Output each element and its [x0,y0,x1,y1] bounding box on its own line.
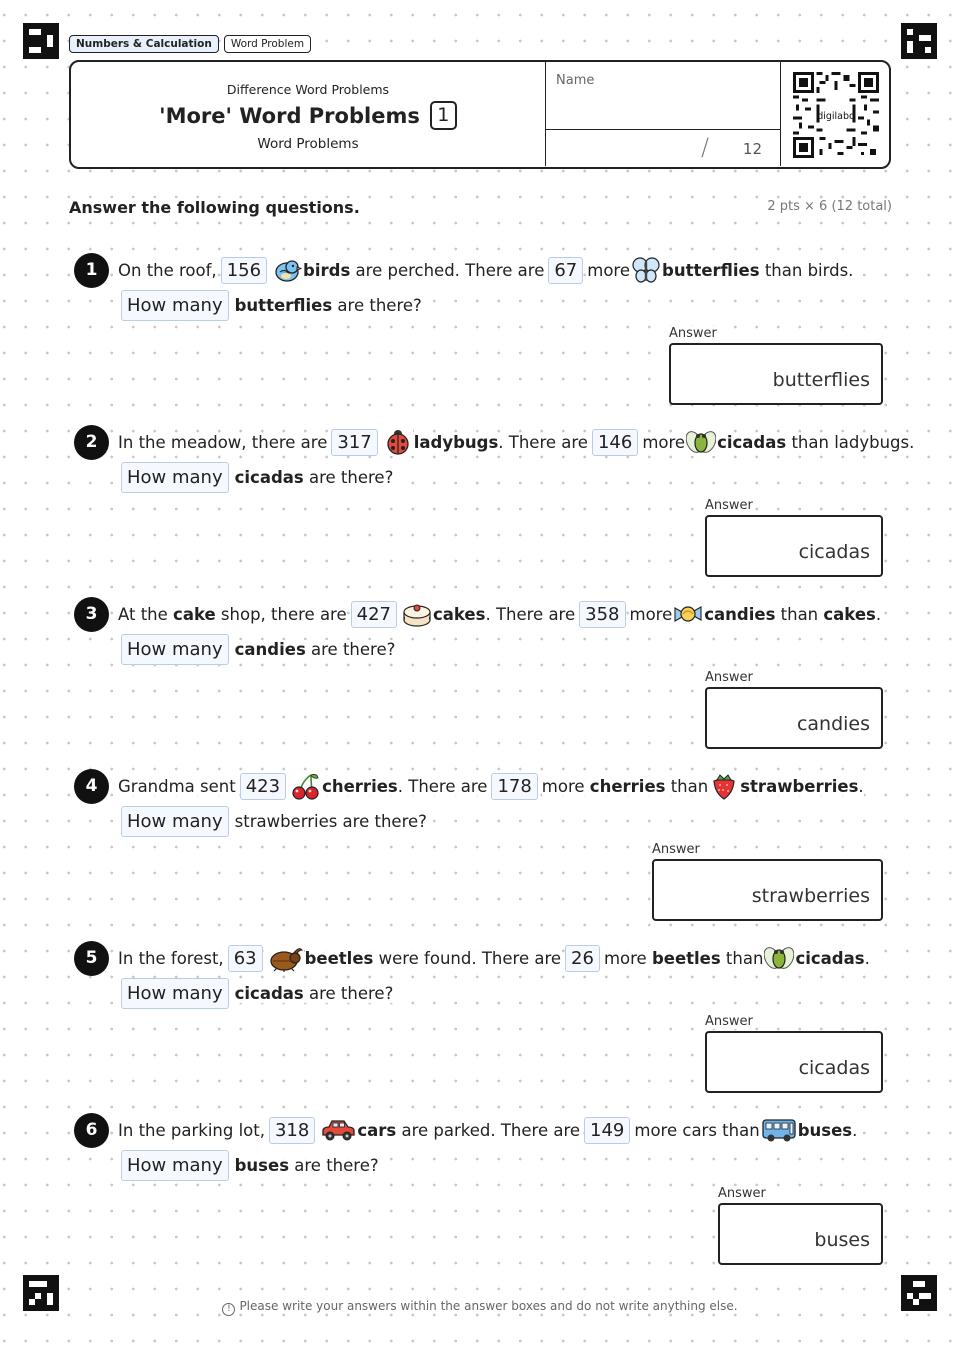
keyword-text: cicadas [717,432,787,452]
answer-box[interactable] [652,859,883,921]
cicada-icon [686,428,716,456]
question-line-2 [121,633,395,665]
score-total: 12 [742,140,762,158]
bus-icon [761,1116,797,1144]
answer-label: Answer [669,326,717,341]
ladybug-icon [383,428,413,456]
question-line-2 [121,977,393,1009]
keyword-text: beetles [304,948,374,968]
worksheet-subtitle: Difference Word Problems [226,82,390,97]
question-text: are there? [332,295,422,315]
question-line-1 [118,1116,857,1144]
answer-unit: butterflies [772,369,870,391]
question-number: 4 [74,769,109,804]
question-text: are parked. There are [396,1120,581,1140]
keyword-text: cakes [432,604,486,624]
cicada-icon [764,944,794,972]
question-text: . There are [397,776,488,796]
how-many-box: How many [121,806,229,837]
cake-icon [402,600,432,628]
question-number: 3 [74,597,109,632]
question-text: are there? [303,983,394,1003]
question-text: At the [118,604,174,624]
question-text: more [629,604,673,624]
number-box: 178 [491,773,537,800]
question-text: are there? [303,467,394,487]
keyword-text: ladybugs [413,432,499,452]
keyword-text: butterflies [662,260,760,280]
number-box: 63 [228,945,263,972]
question-text: than [665,776,709,796]
question-line-1 [118,600,881,628]
number-box: 26 [565,945,600,972]
answer-label: Answer [705,670,753,685]
question-number: 2 [74,425,109,460]
question-text: than [775,604,824,624]
keyword-text: candies [704,604,776,624]
question-number: 1 [74,253,109,288]
points-info: 2 pts × 6 (12 total) [767,199,892,214]
worksheet-number: 1 [430,101,457,130]
question-line-1 [118,772,864,800]
worksheet-title-text: 'More' Word Problems [159,103,420,128]
candy-icon [673,600,703,628]
question-text: are there? [289,1155,379,1175]
question-text: more cars than [634,1120,760,1140]
score-slash: / [701,133,710,161]
answer-unit: buses [814,1229,870,1251]
beetle-icon [268,944,304,972]
keyword-text: beetles [651,948,721,968]
answer-unit: candies [796,713,870,735]
answer-box[interactable] [669,343,883,405]
worksheet-category: Word Problems [257,136,359,152]
answer-box[interactable] [718,1203,883,1265]
car-icon [320,1116,356,1144]
question-line-1 [118,256,853,284]
question-text: strawberries are there? [234,811,427,831]
question-text: were found. There are [373,948,562,968]
question-6 [0,1113,960,1285]
answer-unit: cicadas [798,1057,870,1079]
qr-label: digilabo [817,110,855,122]
corner-marker-top-right [901,23,937,59]
keyword-text: cake [173,604,216,624]
answer-label: Answer [705,498,753,513]
tag-word-problem: Word Problem [224,35,311,53]
number-box: 149 [584,1117,630,1144]
footer-text: Please write your answers within the answer boxes and do not write anything else. [239,1299,738,1313]
question-text: . There are [485,604,576,624]
keyword-text: strawberries [740,776,859,796]
instructions: Answer the following questions. [69,198,364,217]
keyword-text: birds [303,260,351,280]
keyword-text: candies [234,639,306,659]
question-line-2 [121,1149,379,1181]
question-text: In the forest, [118,948,224,968]
question-text: than ladybugs. [786,432,915,452]
question-text: Grandma sent [118,776,236,796]
question-text: . There are [498,432,588,452]
question-text: In the meadow, there are [118,432,328,452]
question-text: . [875,604,882,624]
number-box: 427 [351,601,397,628]
tag-numbers-calculation: Numbers & Calculation [69,35,219,53]
question-text: shop, there are [215,604,347,624]
answer-box[interactable] [705,515,883,577]
question-line-1 [118,944,870,972]
question-text: more [603,948,652,968]
question-text: . [864,948,870,968]
keyword-text: cherries [322,776,398,796]
keyword-text: cicadas [234,983,304,1003]
question-text: than birds. [759,260,854,280]
question-text: more [587,260,631,280]
question-text: are perched. There are [350,260,545,280]
keyword-text: cicadas [795,948,865,968]
how-many-box: How many [121,634,229,665]
name-label: Name [556,73,595,88]
question-text: than [720,948,764,968]
worksheet-header [69,60,891,169]
info-icon: ! [222,1303,235,1316]
answer-label: Answer [652,842,700,857]
how-many-box: How many [121,1150,229,1181]
answer-box[interactable] [705,687,883,749]
keyword-text: cars [357,1120,397,1140]
tag-list [69,35,311,53]
corner-marker-top-left [23,23,59,59]
name-score-block [545,62,781,166]
score-field[interactable] [546,129,780,166]
strawberry-icon [709,772,739,800]
how-many-box: How many [121,290,229,321]
question-1 [0,253,960,425]
question-text: more [541,776,590,796]
number-box: 156 [221,257,267,284]
keyword-text: cakes [823,604,876,624]
number-box: 317 [331,429,377,456]
question-text: . [852,1120,858,1140]
question-text: more [642,432,686,452]
number-box: 358 [579,601,625,628]
question-text: are there? [305,639,396,659]
how-many-box: How many [121,978,229,1009]
question-5 [0,941,960,1113]
question-line-2 [121,805,427,837]
answer-label: Answer [718,1186,766,1201]
answer-unit: strawberries [751,885,870,907]
number-box: 318 [269,1117,315,1144]
butterfly-icon [631,256,661,284]
bird-icon [272,256,302,284]
cherry-icon [291,772,321,800]
question-number: 6 [74,1113,109,1148]
number-box: 423 [240,773,286,800]
question-line-2 [121,289,422,321]
worksheet-title [71,101,545,130]
number-box: 146 [592,429,638,456]
keyword-text: butterflies [234,295,333,315]
question-text: In the parking lot, [118,1120,265,1140]
question-4 [0,769,960,941]
answer-unit: cicadas [798,541,870,563]
keyword-text: cicadas [234,467,304,487]
keyword-text: buses [234,1155,290,1175]
keyword-text: cherries [589,776,666,796]
question-number: 5 [74,941,109,976]
question-line-2 [121,461,393,493]
question-3 [0,597,960,769]
answer-box[interactable] [705,1031,883,1093]
footer-note [0,1299,960,1316]
title-block [71,62,545,166]
keyword-text: buses [797,1120,853,1140]
question-2 [0,425,960,597]
answer-label: Answer [705,1014,753,1029]
question-text: . [858,776,864,796]
question-text: On the roof, [118,260,217,280]
how-many-box: How many [121,462,229,493]
question-line-1 [118,428,914,456]
number-box: 67 [548,257,583,284]
qr-code-icon [793,72,879,158]
